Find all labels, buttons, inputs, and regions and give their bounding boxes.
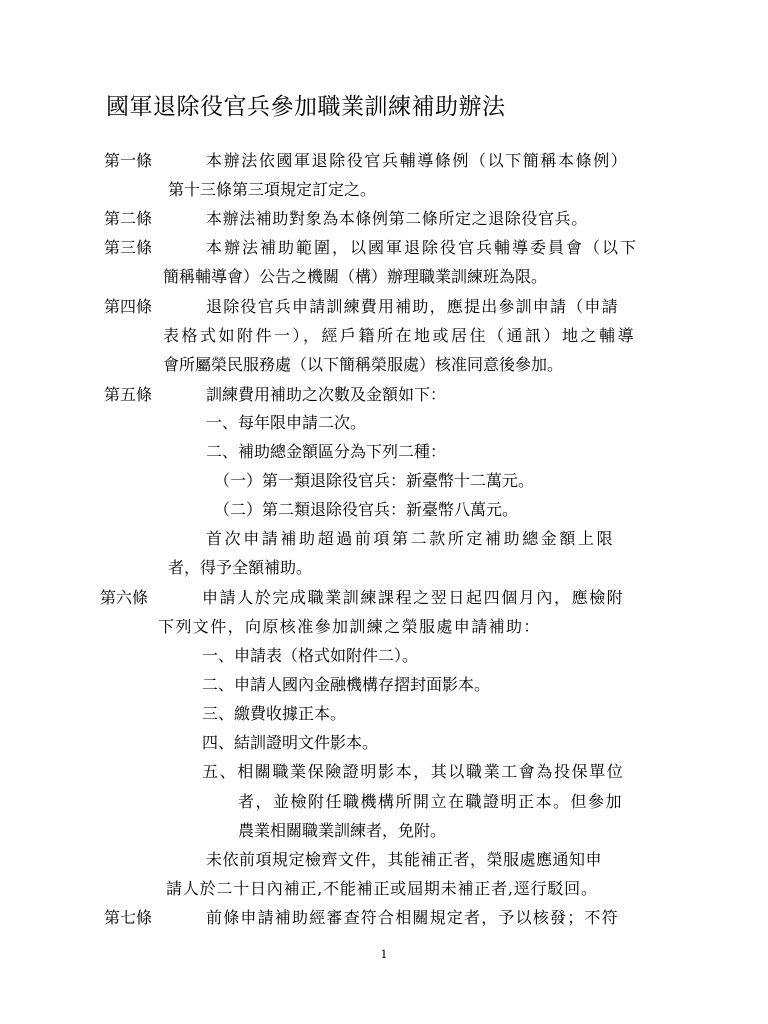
article-text-line: 者，並檢附任職機構所開立在職證明正本。但參加 xyxy=(238,792,624,811)
article-text-line: 訓練費用補助之次數及金額如下： xyxy=(206,385,447,404)
article-number: 第六條 xyxy=(100,588,149,607)
article-text-line: 會所屬榮民服務處（以下簡稱榮服處）核准同意後參加。 xyxy=(163,355,564,374)
document-title: 國軍退除役官兵參加職業訓練補助辦法 xyxy=(106,94,506,120)
article-text-line: 簡稱輔導會）公告之機關（構）辦理職業訓練班為限。 xyxy=(163,267,548,286)
article-number: 第一條 xyxy=(104,151,153,170)
article-number: 第二條 xyxy=(104,209,153,228)
article-text-line: 二、補助總金額區分為下列二種： xyxy=(206,442,447,461)
article-number: 第四條 xyxy=(104,297,153,316)
article-number: 第七條 xyxy=(104,908,153,927)
article-number: 第五條 xyxy=(104,385,153,404)
article-text-line: 三、繳費收據正本。 xyxy=(202,704,347,723)
article-text-line: 請人於二十日內補正,不能補正或屆期未補正者,逕行駁回。 xyxy=(166,879,598,898)
article-text-line: 申請人於完成職業訓練課程之翌日起四個月內，應檢附 xyxy=(202,588,625,607)
article-number: 第三條 xyxy=(104,238,153,257)
article-text-line: 一、申請表（格式如附件二）。 xyxy=(202,646,419,665)
article-text-line: （一）第一類退除役官兵：新臺幣十二萬元。 xyxy=(214,471,535,490)
page-number: 1 xyxy=(380,948,388,961)
article-text-line: 農業相關職業訓練者，免附。 xyxy=(238,821,447,840)
article-text-line: 前條申請補助經審查符合相關規定者，予以核發；不符 xyxy=(206,908,619,927)
article-text-line: 下列文件，向原核准參加訓練之榮服處申請補助： xyxy=(158,617,541,636)
article-text-line: （二）第二類退除役官兵：新臺幣八萬元。 xyxy=(214,500,519,519)
article-text-line: 首次申請補助超過前項第二款所定補助總金額上限 xyxy=(206,529,616,548)
article-text-line: 未依前項規定檢齊文件，其能補正者，榮服處應通知申 xyxy=(206,850,603,869)
article-text-line: 退除役官兵申請訓練費用補助，應提出參訓申請（申請 xyxy=(206,297,619,316)
article-text-line: 本辦法補助範圍，以國軍退除役官兵輔導委員會（以下 xyxy=(206,238,639,257)
article-text-line: 第十三條第三項規定訂定之。 xyxy=(168,180,377,199)
article-text-line: 者，得予全額補助。 xyxy=(168,558,313,577)
article-text-line: 表格式如附件一），經戶籍所在地或居住（通訊）地之輔導 xyxy=(163,326,637,345)
article-text-line: 二、申請人國內金融機構存摺封面影本。 xyxy=(202,675,491,694)
article-text-line: 五、相關職業保險證明影本，其以職業工會為投保單位 xyxy=(202,762,625,781)
article-text-line: 本辦法依國軍退除役官兵輔導條例（以下簡稱本條例） xyxy=(206,151,629,170)
article-text-line: 四、結訓證明文件影本。 xyxy=(202,733,379,752)
article-text-line: 本辦法補助對象為本條例第二條所定之退除役官兵。 xyxy=(206,209,588,228)
article-text-line: 一、每年限申請二次。 xyxy=(206,413,367,432)
